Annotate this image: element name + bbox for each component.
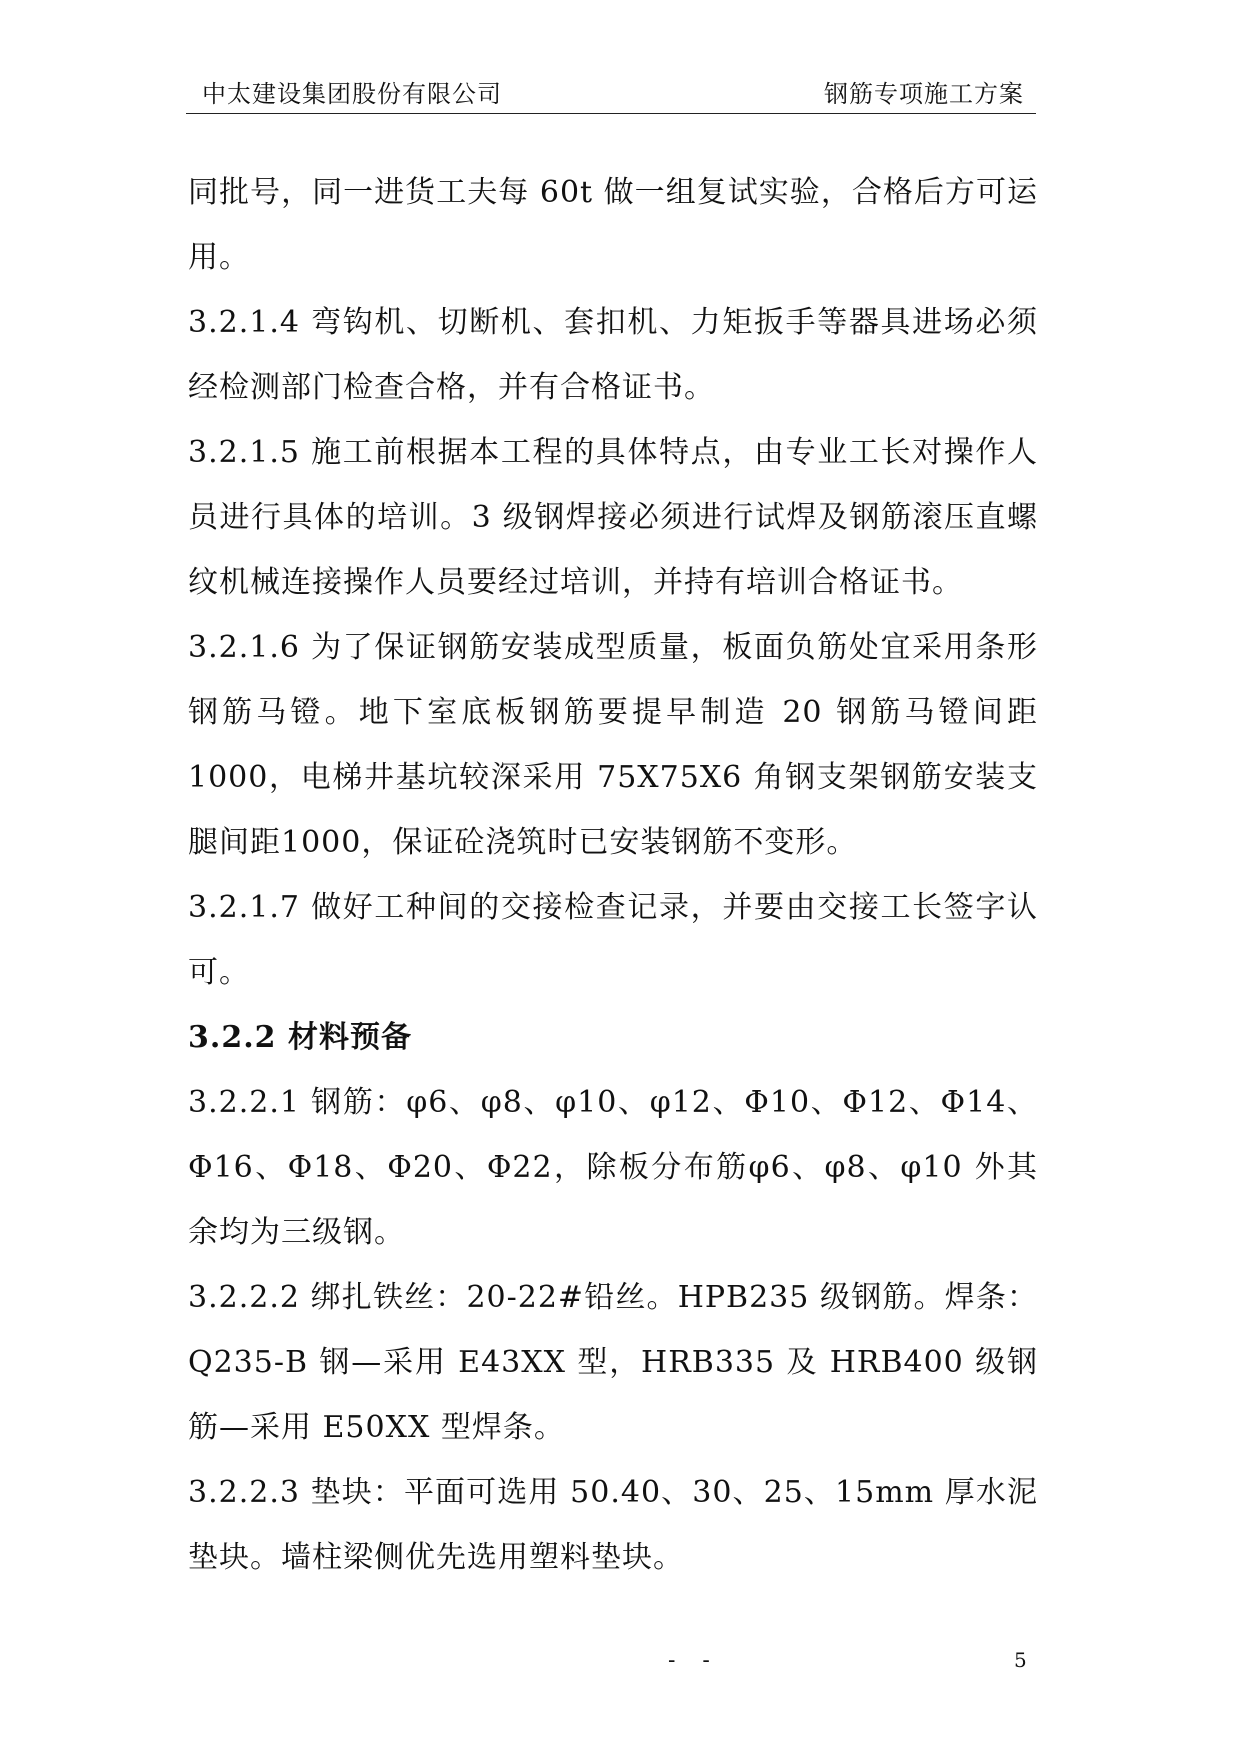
paragraph-continuation: 同批号，同一进货工夫每 60t 做一组复试实验，合格后方可运用。	[188, 175, 1038, 275]
paragraph-3-2-2-3: 3.2.2.3 垫块：平面可选用 50.40、30、25、15mm 厚水泥垫块。墙柱梁侧优先选用塑料垫块。	[188, 1475, 1038, 1575]
section-heading-3-2-2: 3.2.2 材料预备	[188, 1020, 412, 1055]
page-number: 5	[1014, 1648, 1027, 1672]
page-header	[186, 74, 1036, 114]
paragraph-3-2-2-2: 3.2.2.2 绑扎铁丝：20-22#铅丝。HPB235 级钢筋。焊条：Q235-B 钢—采用 E43XX 型，HRB335 及 HRB400 级钢筋—采用 E50XX 型焊条。	[188, 1280, 1038, 1445]
paragraph-3-2-1-4: 3.2.1.4 弯钩机、切断机、套扣机、力矩扳手等器具进场必须经检测部门检查合格，并有合格证书。	[188, 305, 1038, 405]
paragraph-3-2-1-5: 3.2.1.5 施工前根据本工程的具体特点，由专业工长对操作人员进行具体的培训。3 级钢焊接必须进行试焊及钢筋滚压直螺纹机械连接操作人员要经过培训，并持有培训合格证书。	[188, 435, 1038, 600]
document-body	[188, 160, 1038, 1590]
company-name: 中太建设集团股份有限公司	[202, 80, 502, 108]
footer-dashes: - -	[668, 1648, 720, 1673]
paragraph-3-2-1-6: 3.2.1.6 为了保证钢筋安装成型质量，板面负筋处宜采用条形钢筋马镫。地下室底板钢筋要提早制造 20 钢筋马镫间距 1000，电梯井基坑较深采用 75X75X6 角钢支架钢筋安装支腿间距1000，保证砼浇筑时已安装钢筋不变形。	[188, 630, 1038, 860]
document-title: 钢筋专项施工方案	[824, 80, 1024, 108]
paragraph-3-2-1-7: 3.2.1.7 做好工种间的交接检查记录，并要由交接工长签字认可。	[188, 890, 1038, 990]
paragraph-3-2-2-1: 3.2.2.1 钢筋：φ6、φ8、φ10、φ12、Φ10、Φ12、Φ14、Φ16、Φ18、Φ20、Φ22，除板分布筋φ6、φ8、φ10 外其余均为三级钢。	[188, 1085, 1038, 1250]
